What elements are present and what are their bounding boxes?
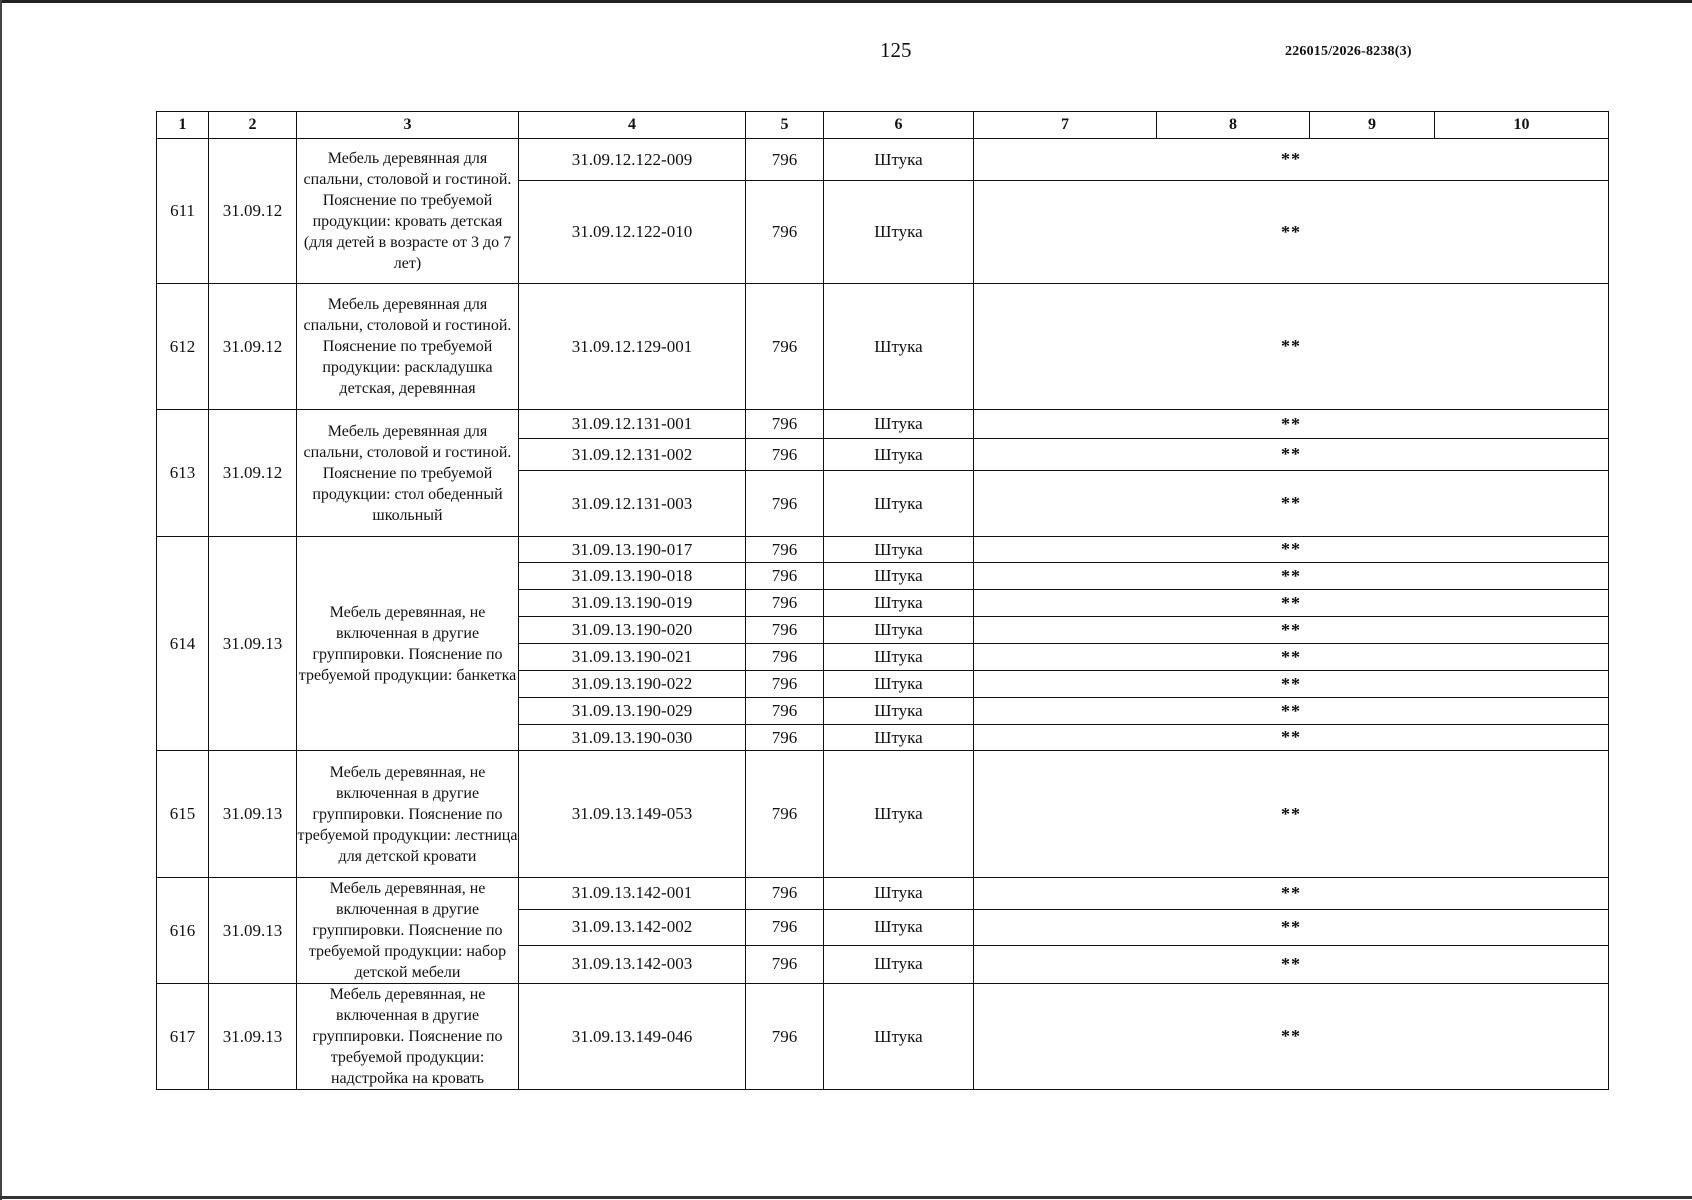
double-asterisk-mark: ** (974, 590, 1609, 617)
unit-code: 796 (746, 537, 824, 563)
col-header-4: 4 (519, 112, 746, 139)
unit-code: 796 (746, 725, 824, 751)
double-asterisk-mark: ** (974, 909, 1609, 945)
ktru-code: 31.09.12.131-002 (519, 439, 746, 471)
scan-border-left (0, 0, 2, 1200)
unit-code: 796 (746, 984, 824, 1090)
unit-code: 796 (746, 284, 824, 410)
ktru-code: 31.09.12.122-010 (519, 181, 746, 284)
ktru-code: 31.09.12.131-001 (519, 410, 746, 439)
okpd-code: 31.09.13 (209, 751, 297, 878)
table-row (157, 410, 1609, 439)
ktru-code: 31.09.12.122-009 (519, 139, 746, 181)
double-asterisk-mark: ** (974, 644, 1609, 671)
row-number: 615 (157, 751, 209, 878)
unit-code: 796 (746, 617, 824, 644)
double-asterisk-mark: ** (974, 751, 1609, 878)
unit-name: Штука (824, 139, 974, 181)
ktru-code: 31.09.13.190-022 (519, 671, 746, 698)
ktru-code: 31.09.13.142-002 (519, 909, 746, 945)
okpd-code: 31.09.13 (209, 878, 297, 984)
ktru-code: 31.09.13.190-019 (519, 590, 746, 617)
col-header-5: 5 (746, 112, 824, 139)
col-header-8: 8 (1157, 112, 1310, 139)
unit-code: 796 (746, 698, 824, 725)
double-asterisk-mark: ** (974, 698, 1609, 725)
double-asterisk-mark: ** (974, 617, 1609, 644)
col-header-1: 1 (157, 112, 209, 139)
table-row (157, 537, 1609, 563)
unit-code: 796 (746, 878, 824, 910)
double-asterisk-mark: ** (974, 725, 1609, 751)
product-description: Мебель деревянная для спальни, столовой и гостиной. Пояснение по требуемой продукции: стол обеденный школьный (297, 410, 519, 537)
row-number: 616 (157, 878, 209, 984)
ktru-code: 31.09.13.190-018 (519, 563, 746, 590)
double-asterisk-mark: ** (974, 671, 1609, 698)
col-header-7: 7 (974, 112, 1157, 139)
double-asterisk-mark: ** (974, 537, 1609, 563)
unit-code: 796 (746, 644, 824, 671)
unit-code: 796 (746, 563, 824, 590)
unit-name: Штука (824, 471, 974, 537)
ktru-code: 31.09.13.190-020 (519, 617, 746, 644)
product-description: Мебель деревянная для спальни, столовой и гостиной. Пояснение по требуемой продукции: раскладушка детская, деревянная (297, 284, 519, 410)
unit-code: 796 (746, 751, 824, 878)
ktru-code: 31.09.13.149-046 (519, 984, 746, 1090)
double-asterisk-mark: ** (974, 984, 1609, 1090)
header-row (157, 112, 1609, 139)
unit-code: 796 (746, 439, 824, 471)
col-header-3: 3 (297, 112, 519, 139)
unit-name: Штука (824, 909, 974, 945)
unit-code: 796 (746, 181, 824, 284)
unit-code: 796 (746, 471, 824, 537)
unit-name: Штука (824, 617, 974, 644)
product-description: Мебель деревянная, не включенная в другие группировки. Пояснение по требуемой продукции: банкетка (297, 537, 519, 751)
okpd-code: 31.09.12 (209, 410, 297, 537)
unit-code: 796 (746, 590, 824, 617)
double-asterisk-mark: ** (974, 439, 1609, 471)
unit-name: Штука (824, 984, 974, 1090)
scan-border-top (0, 0, 1692, 3)
ktru-code: 31.09.13.190-017 (519, 537, 746, 563)
unit-code: 796 (746, 139, 824, 181)
row-number: 611 (157, 139, 209, 284)
page-number: 125 (880, 38, 912, 62)
unit-name: Штука (824, 725, 974, 751)
products-table (156, 111, 1609, 1090)
unit-name: Штука (824, 537, 974, 563)
unit-name: Штука (824, 410, 974, 439)
row-number: 617 (157, 984, 209, 1090)
table-row (157, 878, 1609, 910)
product-description: Мебель деревянная, не включенная в другие группировки. Пояснение по требуемой продукции: набор детской мебели (297, 878, 519, 984)
table-row (157, 984, 1609, 1090)
table-row (157, 284, 1609, 410)
unit-name: Штука (824, 590, 974, 617)
unit-name: Штука (824, 671, 974, 698)
product-description: Мебель деревянная для спальни, столовой и гостиной. Пояснение по требуемой продукции: кровать детская (для детей в возрасте от 3 до 7 лет) (297, 139, 519, 284)
unit-name: Штука (824, 181, 974, 284)
row-number: 613 (157, 410, 209, 537)
ktru-code: 31.09.13.149-053 (519, 751, 746, 878)
ktru-code: 31.09.12.131-003 (519, 471, 746, 537)
double-asterisk-mark: ** (974, 878, 1609, 910)
product-description: Мебель деревянная, не включенная в другие группировки. Пояснение по требуемой продукции: лестница для детской кровати (297, 751, 519, 878)
ktru-code: 31.09.13.142-003 (519, 945, 746, 983)
col-header-9: 9 (1310, 112, 1435, 139)
double-asterisk-mark: ** (974, 139, 1609, 181)
unit-name: Штука (824, 644, 974, 671)
ktru-code: 31.09.13.142-001 (519, 878, 746, 910)
okpd-code: 31.09.13 (209, 984, 297, 1090)
row-number: 612 (157, 284, 209, 410)
table-row (157, 139, 1609, 181)
product-description: Мебель деревянная, не включенная в другие группировки. Пояснение по требуемой продукции: надстройка на кровать (297, 984, 519, 1090)
double-asterisk-mark: ** (974, 563, 1609, 590)
ktru-code: 31.09.13.190-021 (519, 644, 746, 671)
double-asterisk-mark: ** (974, 945, 1609, 983)
ktru-code: 31.09.13.190-030 (519, 725, 746, 751)
scan-border-bottom (0, 1196, 1692, 1199)
table-row (157, 751, 1609, 878)
ktru-code: 31.09.12.129-001 (519, 284, 746, 410)
unit-name: Штука (824, 751, 974, 878)
okpd-code: 31.09.12 (209, 139, 297, 284)
double-asterisk-mark: ** (974, 471, 1609, 537)
okpd-code: 31.09.13 (209, 537, 297, 751)
unit-name: Штука (824, 945, 974, 983)
row-number: 614 (157, 537, 209, 751)
unit-code: 796 (746, 671, 824, 698)
unit-name: Штука (824, 439, 974, 471)
double-asterisk-mark: ** (974, 410, 1609, 439)
double-asterisk-mark: ** (974, 284, 1609, 410)
col-header-6: 6 (824, 112, 974, 139)
col-header-2: 2 (209, 112, 297, 139)
unit-code: 796 (746, 909, 824, 945)
document-reference: 226015/2026-8238(3) (1285, 44, 1412, 59)
unit-name: Штука (824, 284, 974, 410)
double-asterisk-mark: ** (974, 181, 1609, 284)
col-header-10: 10 (1435, 112, 1609, 139)
unit-name: Штука (824, 563, 974, 590)
unit-name: Штука (824, 698, 974, 725)
unit-code: 796 (746, 410, 824, 439)
unit-name: Штука (824, 878, 974, 910)
okpd-code: 31.09.12 (209, 284, 297, 410)
ktru-code: 31.09.13.190-029 (519, 698, 746, 725)
unit-code: 796 (746, 945, 824, 983)
